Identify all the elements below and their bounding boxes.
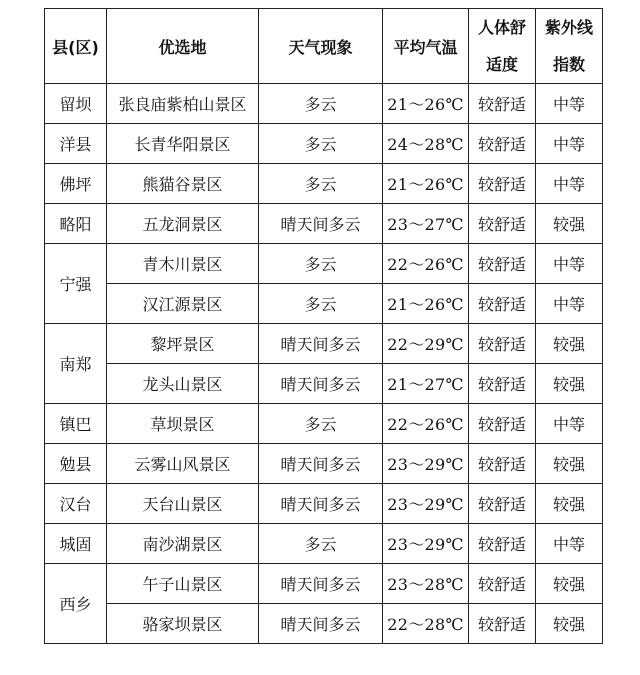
table-row [45,324,603,364]
comfort-cell: 较舒适 [469,84,536,124]
county-cell: 西乡 [45,564,107,644]
comfort-cell: 较舒适 [469,564,536,604]
weather-cell: 晴天间多云 [259,484,383,524]
comfort-cell: 较舒适 [469,604,536,644]
uv-cell: 中等 [536,244,603,284]
temp-cell: 22～29℃ [383,324,469,364]
spot-cell: 天台山景区 [107,484,259,524]
table-row [45,364,603,404]
comfort-cell: 较舒适 [469,524,536,564]
uv-cell: 较强 [536,204,603,244]
weather-cell: 多云 [259,124,383,164]
weather-cell: 多云 [259,404,383,444]
county-cell: 汉台 [45,484,107,524]
spot-cell: 汉江源景区 [107,284,259,324]
header-uv [536,9,603,84]
temp-cell: 24～28℃ [383,124,469,164]
header-uv-line2: 指数 [552,55,585,74]
forecast-table [44,8,603,644]
uv-cell: 中等 [536,284,603,324]
weather-cell: 晴天间多云 [259,364,383,404]
table-row [45,204,603,244]
table-row [45,484,603,524]
weather-cell: 晴天间多云 [259,564,383,604]
table-row [45,564,603,604]
comfort-cell: 较舒适 [469,164,536,204]
weather-cell: 多云 [259,244,383,284]
uv-cell: 中等 [536,404,603,444]
comfort-cell: 较舒适 [469,364,536,404]
county-cell: 宁强 [45,244,107,324]
header-temp: 平均气温 [383,9,469,84]
uv-cell: 中等 [536,124,603,164]
table-row [45,284,603,324]
header-spot: 优选地 [107,9,259,84]
spot-cell: 张良庙紫柏山景区 [107,84,259,124]
weather-cell: 多云 [259,284,383,324]
spot-cell: 云雾山风景区 [107,444,259,484]
temp-cell: 23～29℃ [383,484,469,524]
table-row [45,244,603,284]
spot-cell: 熊猫谷景区 [107,164,259,204]
weather-cell: 晴天间多云 [259,444,383,484]
temp-cell: 23～27℃ [383,204,469,244]
weather-cell: 晴天间多云 [259,204,383,244]
temp-cell: 21～26℃ [383,284,469,324]
temp-cell: 22～28℃ [383,604,469,644]
county-cell: 佛坪 [45,164,107,204]
header-uv-line1: 紫外线 [544,18,593,37]
table-row [45,84,603,124]
weather-cell: 多云 [259,164,383,204]
temp-cell: 21～26℃ [383,84,469,124]
county-cell: 洋县 [45,124,107,164]
uv-cell: 中等 [536,84,603,124]
temp-cell: 21～27℃ [383,364,469,404]
weather-cell: 晴天间多云 [259,604,383,644]
county-cell: 略阳 [45,204,107,244]
header-county: 县(区) [45,9,107,84]
table-row [45,404,603,444]
uv-cell: 较强 [536,484,603,524]
uv-cell: 较强 [536,364,603,404]
header-comfort-line1: 人体舒 [477,18,526,37]
spot-cell: 黎坪景区 [107,324,259,364]
table-row [45,444,603,484]
spot-cell: 草坝景区 [107,404,259,444]
uv-cell: 较强 [536,444,603,484]
uv-cell: 较强 [536,564,603,604]
spot-cell: 南沙湖景区 [107,524,259,564]
comfort-cell: 较舒适 [469,124,536,164]
table-row [45,604,603,644]
table-row [45,164,603,204]
uv-cell: 较强 [536,324,603,364]
header-comfort [469,9,536,84]
comfort-cell: 较舒适 [469,484,536,524]
county-cell: 勉县 [45,444,107,484]
spot-cell: 龙头山景区 [107,364,259,404]
temp-cell: 23～29℃ [383,444,469,484]
header-row [45,9,603,84]
temp-cell: 22～26℃ [383,404,469,444]
weather-cell: 多云 [259,84,383,124]
spot-cell: 青木川景区 [107,244,259,284]
temp-cell: 23～29℃ [383,524,469,564]
temp-cell: 23～28℃ [383,564,469,604]
comfort-cell: 较舒适 [469,404,536,444]
spot-cell: 长青华阳景区 [107,124,259,164]
county-cell: 镇巴 [45,404,107,444]
table-row [45,124,603,164]
weather-cell: 多云 [259,524,383,564]
county-cell: 南郑 [45,324,107,404]
uv-cell: 较强 [536,604,603,644]
uv-cell: 中等 [536,524,603,564]
header-comfort-line2: 适度 [485,55,518,74]
spot-cell: 骆家坝景区 [107,604,259,644]
comfort-cell: 较舒适 [469,284,536,324]
county-cell: 留坝 [45,84,107,124]
county-cell: 城固 [45,524,107,564]
temp-cell: 21～26℃ [383,164,469,204]
spot-cell: 午子山景区 [107,564,259,604]
comfort-cell: 较舒适 [469,324,536,364]
table-row [45,524,603,564]
uv-cell: 中等 [536,164,603,204]
comfort-cell: 较舒适 [469,244,536,284]
comfort-cell: 较舒适 [469,204,536,244]
comfort-cell: 较舒适 [469,444,536,484]
header-weather: 天气现象 [259,9,383,84]
weather-cell: 晴天间多云 [259,324,383,364]
spot-cell: 五龙洞景区 [107,204,259,244]
temp-cell: 22～26℃ [383,244,469,284]
